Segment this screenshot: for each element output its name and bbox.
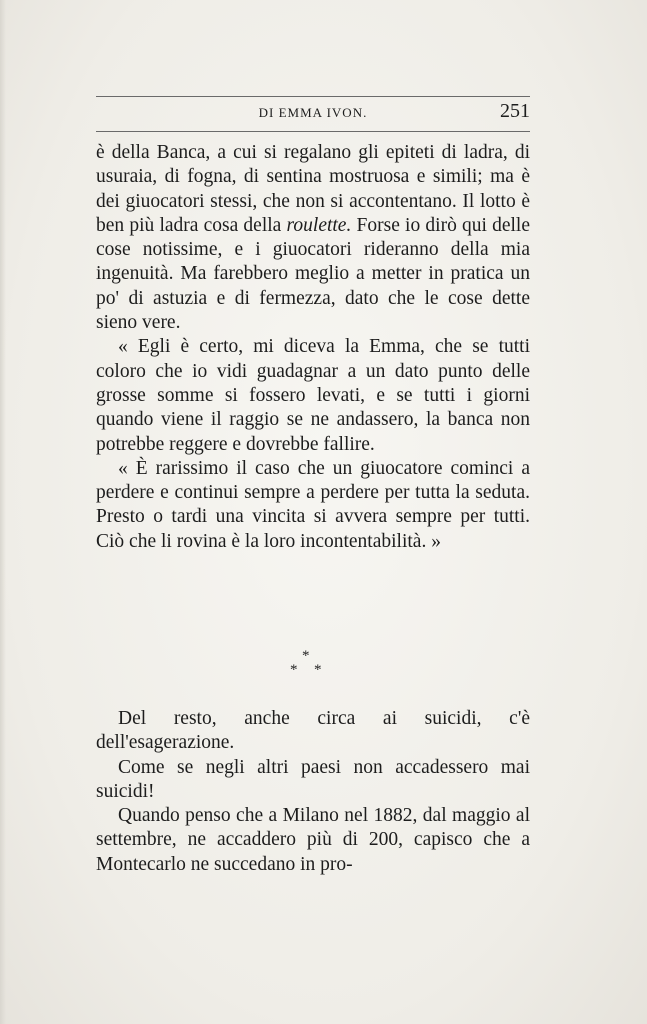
paragraph-3: « È rarissimo il caso che un giuocatore cominci a perdere e continui sempre a perdere per tutta la seduta. Presto o tardi una vincita si avvera sempre per tutti. Ciò che li rovina è la loro incontentabilità. » (96, 457, 530, 552)
paragraph-6: Quando penso che a Milano nel 1882, dal maggio al settembre, ne accaddero più di 200, capisco che a Montecarlo ne succedano in pro- (96, 805, 530, 875)
page-number: 251 (500, 100, 530, 122)
paragraph-1-italic: roulette. (286, 214, 352, 236)
paragraph-1-pre: è della Banca, a cui si regalano gli epiteti di ladra, di usuraia, di fogna, di sentina mostruosa e simili; ma è dei giuocatori stessi, che non si accontentano. Il lotto è ben più ladra cosa della (96, 142, 530, 236)
section-separator-asterism (280, 648, 340, 684)
page-edge-shadow (0, 0, 6, 1024)
header-rule-top (96, 96, 530, 97)
paragraph-1-post: Forse io dirò qui delle cose notissime, e i giuocatori rideranno della mia ingenuità. Ma farebbero meglio a metter in pratica un po' di astuzia e di fermezza, dato che le cose dette sieno vere. (96, 214, 530, 334)
body-text-bottom (96, 707, 530, 877)
body-text-top (96, 141, 530, 554)
paragraph-1 (96, 141, 530, 335)
paragraph-4: Del resto, anche circa ai suicidi, c'è dell'esagerazione. (96, 708, 530, 754)
page-header (96, 102, 530, 128)
header-rule-bottom (96, 131, 530, 132)
running-head: DI EMMA IVON. (258, 105, 368, 120)
asterisk-right: * (314, 662, 322, 678)
paragraph-5: Come se negli altri paesi non accadessero mai suicidi! (96, 756, 530, 802)
asterisk-left: * (290, 662, 298, 678)
paragraph-2: « Egli è certo, mi diceva la Emma, che se tutti coloro che io vidi guadagnar a un dato punto delle grosse somme si fossero levati, e se tutti i giorni quando viene il raggio se ne andassero, la banca non potrebbe reggere e dovrebbe fallire. (96, 336, 530, 455)
asterisk-top: * (302, 648, 310, 664)
